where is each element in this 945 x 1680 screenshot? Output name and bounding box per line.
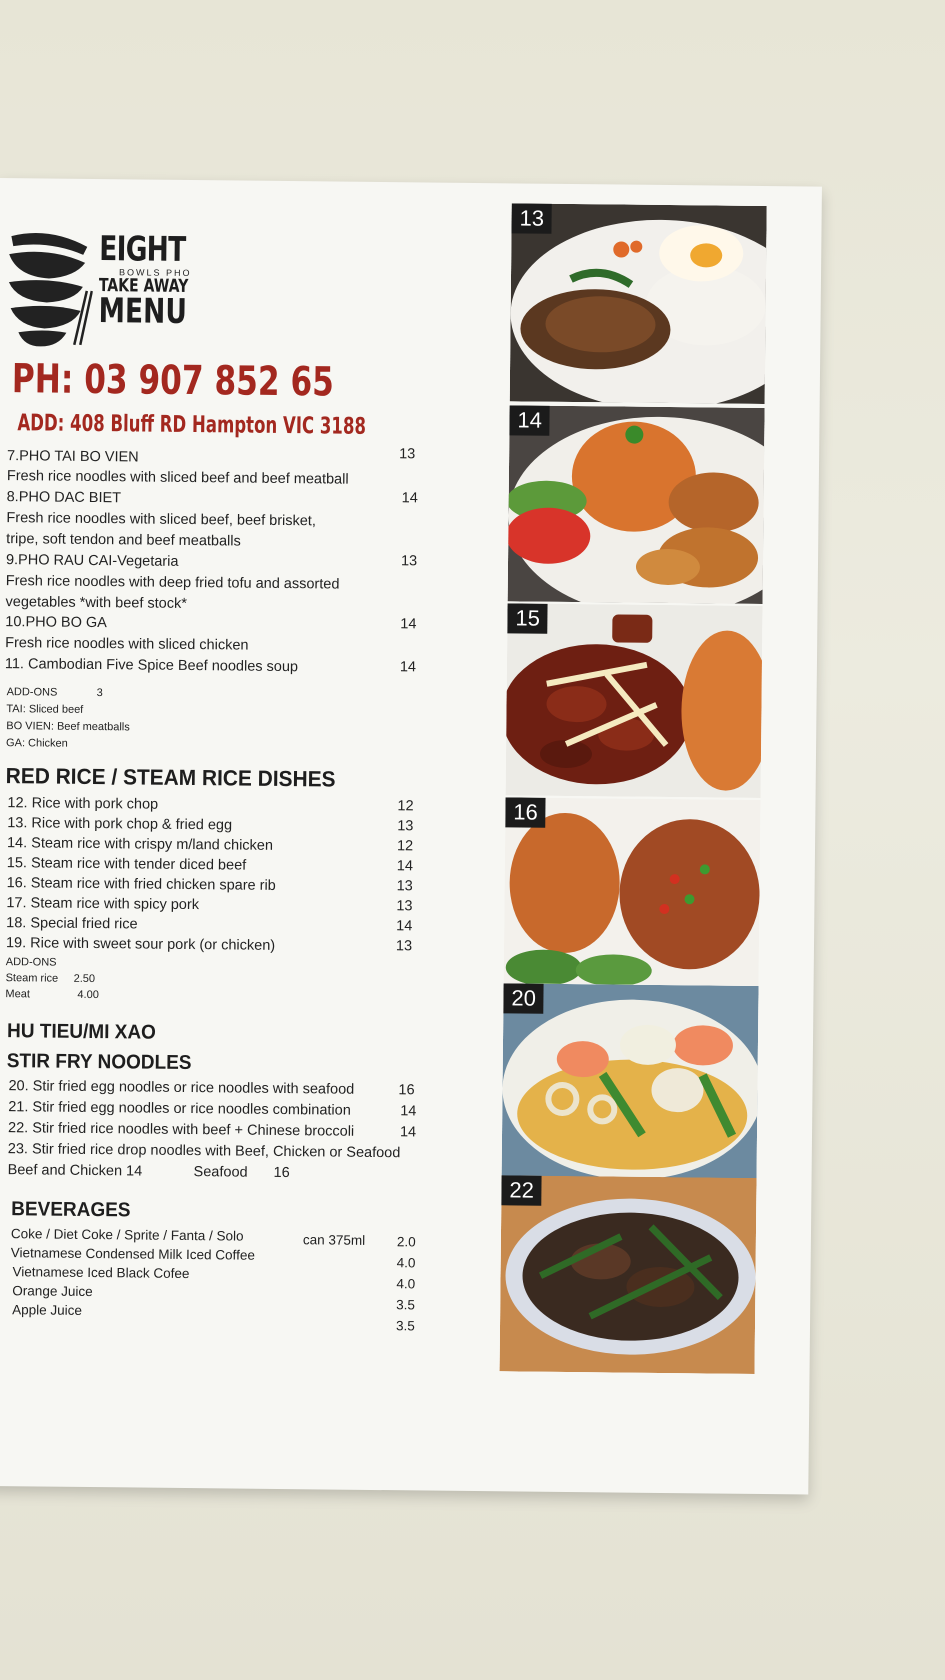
brand-take-away: TAKE AWAY — [98, 275, 189, 297]
noodle-item-name: 22. Stir fried rice noodles with beef + Chinese broccoli — [7, 1120, 355, 1140]
noodle-sub-seafood: Seafood — [193, 1164, 248, 1181]
beverage-item: Vietnamese Condensed Milk Iced Coffee — [10, 1245, 255, 1263]
pho-addon-line: GA: Chicken — [6, 737, 68, 750]
beverage-item: Orange Juice — [12, 1283, 93, 1300]
pho-addon-line: TAI: Sliced beef — [6, 703, 84, 716]
pho-item-desc: Fresh rice noodles with sliced chicken — [5, 635, 249, 654]
pho-item-price: 14 — [399, 659, 417, 676]
pho-item-desc: Fresh rice noodles with sliced beef and beef meatball — [6, 468, 349, 488]
beverage-item: Vietnamese Iced Black Cofee — [12, 1264, 190, 1282]
brand-bowls-pho: BOWLS PHO — [118, 267, 192, 279]
pho-item-price: 14 — [400, 616, 417, 633]
rice-addon-price: 4.00 — [77, 988, 99, 1002]
rice-addon-label: Meat — [5, 988, 30, 1001]
beverage-can-note: can 375ml — [302, 1232, 366, 1248]
food-photo-13 — [510, 203, 767, 404]
rice-item-name: 19. Rice with sweet sour pork (or chicken) — [5, 935, 276, 954]
food-photo-14 — [508, 405, 765, 604]
food-photo-16 — [504, 797, 761, 986]
noodle-item-name: 20. Stir fried egg noodles or rice noodles with seafood — [8, 1078, 355, 1098]
food-photo-22 — [500, 1175, 757, 1374]
rice-item-name: 17. Steam rice with spicy pork — [6, 895, 200, 914]
pho-item-name: 7.PHO TAI BO VIEN — [7, 448, 139, 466]
noodle-item-price: 14 — [400, 1103, 417, 1120]
noodle-item-price: 16 — [398, 1082, 415, 1099]
chopsticks-icon — [70, 289, 93, 347]
brand-eight: EIGHT — [99, 229, 186, 270]
rice-item-name: 18. Special fried rice — [6, 915, 138, 933]
noodle-item-name: 23. Stir fried rice drop noodles with Beef, Chicken or Seafood — [7, 1141, 401, 1162]
photo-number-badge: 13 — [511, 203, 552, 233]
photo-number-badge: 16 — [505, 797, 546, 827]
rice-item-name: 15. Steam rice with tender diced beef — [6, 855, 247, 874]
pho-item-name: 11. Cambodian Five Spice Beef noodles soup — [4, 656, 299, 676]
rice-item-name: 13. Rice with pork chop & fried egg — [7, 815, 233, 834]
pho-item-price: 14 — [401, 490, 418, 507]
photo-number-badge: 15 — [507, 603, 548, 633]
pho-addons-title: ADD-ONS — [6, 686, 58, 699]
rice-item-name: 14. Steam rice with crispy m/land chicken — [6, 835, 274, 854]
rice-item-price: 14 — [396, 858, 414, 875]
noodles-heading: HU TIEU/MI XAO — [6, 1020, 157, 1044]
noodle-item-name: 21. Stir fried egg noodles or rice noodles combination — [8, 1099, 351, 1119]
pho-item-price: 13 — [399, 446, 416, 463]
pho-addons-price: 3 — [96, 687, 103, 700]
brand-menu: MENU — [98, 291, 188, 332]
noodle-sub-seafood-price: 16 — [273, 1164, 290, 1182]
pho-item-name: 9.PHO RAU CAI-Vegetaria — [5, 552, 179, 570]
rice-item-price: 13 — [395, 938, 413, 955]
noodle-item-price: 14 — [399, 1124, 417, 1141]
beverages-heading: BEVERAGES — [11, 1198, 131, 1222]
rice-addons-title: ADD-ONS — [5, 956, 57, 969]
pho-addon-line: BO VIEN: Beef meatballs — [6, 720, 130, 734]
rice-item-price: 13 — [396, 878, 413, 895]
food-photo-15 — [506, 603, 763, 798]
photo-number-badge: 22 — [501, 1175, 542, 1205]
photo-number-badge: 14 — [509, 405, 550, 435]
pho-item-name: 10.PHO BO GA — [5, 614, 107, 632]
address: ADD: 408 Bluff RD Hampton VIC 3188 — [17, 410, 367, 440]
rice-item-name: 16. Steam rice with fried chicken spare rib — [6, 875, 276, 894]
beverage-price: 3.5 — [395, 1318, 415, 1334]
pho-item-price: 13 — [400, 553, 418, 570]
rice-item-price: 12 — [397, 798, 414, 815]
photo-number-badge: 20 — [503, 983, 544, 1013]
rice-item-price: 14 — [396, 918, 413, 935]
rice-item-price: 13 — [397, 818, 414, 835]
beverage-item: Apple Juice — [12, 1302, 83, 1318]
pho-item-desc: Fresh rice noodles with sliced beef, beef brisket, — [6, 510, 316, 530]
menu-sheet — [0, 178, 822, 1495]
noodles-subheading: STIR FRY NOODLES — [6, 1050, 192, 1075]
rice-item-name: 12. Rice with pork chop — [7, 795, 159, 813]
beverage-item: Coke / Diet Coke / Sprite / Fanta / Solo — [10, 1226, 244, 1244]
pho-item-desc: tripe, soft tendon and beef meatballs — [6, 531, 241, 550]
beverage-price: 2.0 — [396, 1234, 416, 1250]
food-photo-20 — [502, 983, 759, 1182]
pho-item-desc: vegetables *with beef stock* — [5, 594, 187, 612]
rice-item-price: 12 — [396, 838, 414, 855]
rice-heading: RED RICE / STEAM RICE DISHES — [5, 763, 336, 792]
noodle-sub-beef-chicken: Beef and Chicken 14 — [7, 1162, 143, 1180]
pho-item-desc: Fresh rice noodles with deep fried tofu and assorted — [5, 573, 340, 593]
pho-item-name: 8.PHO DAC BIET — [6, 489, 122, 507]
rice-addon-price: 2.50 — [73, 972, 96, 986]
beverage-price: 4.0 — [396, 1255, 416, 1271]
rice-addon-label: Steam rice — [5, 972, 59, 985]
brand-block — [98, 229, 214, 332]
phone-number: PH: 03 907 852 65 — [11, 356, 335, 406]
beverage-price: 4.0 — [396, 1276, 416, 1292]
beverage-price: 3.5 — [396, 1297, 416, 1313]
rice-item-price: 13 — [396, 898, 413, 915]
